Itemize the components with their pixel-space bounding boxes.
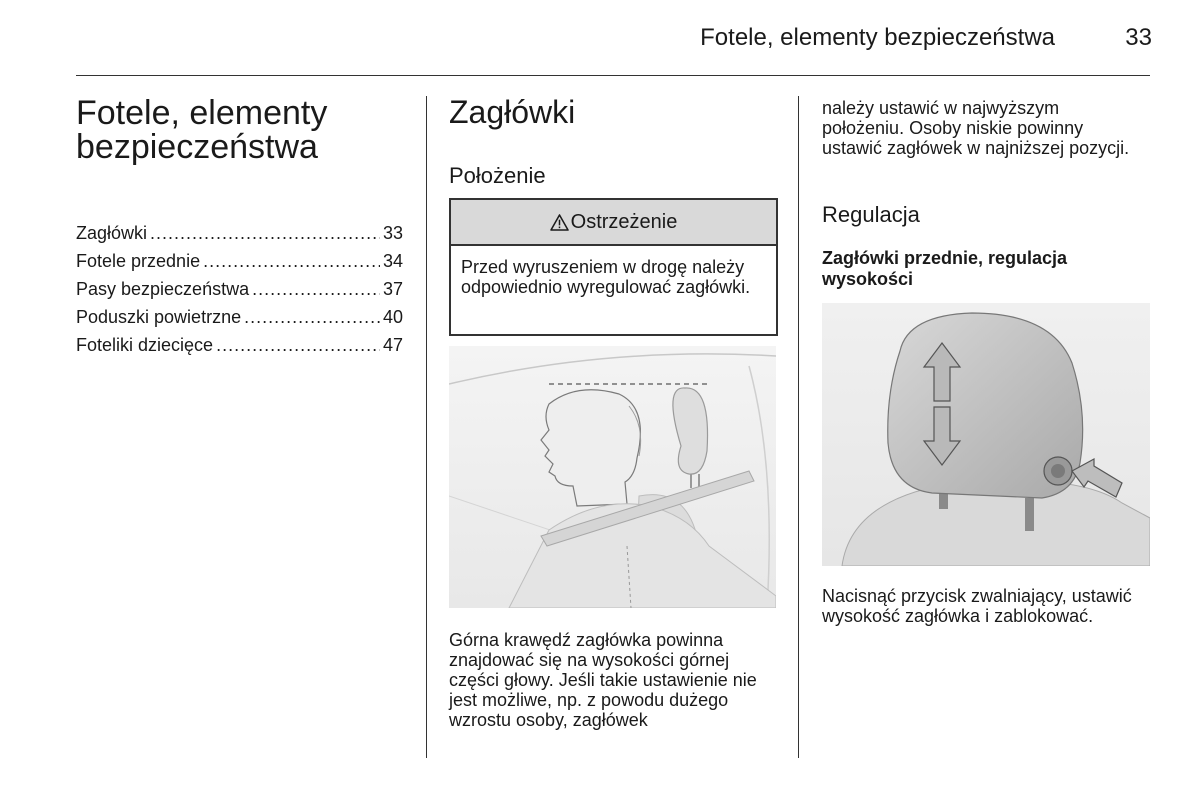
body-paragraph-2: należy ustawić w najwyższym położeniu. Osoby niskie powinny ustawić zagłówek w najniższej pozycji. (822, 98, 1130, 158)
chapter-title-line-1: Fotele, elementy (76, 94, 328, 132)
toc-item[interactable]: Pasy bezpieczeństwa ..... 37 (76, 279, 403, 307)
warning-header (451, 200, 776, 246)
body-paragraph-3: Nacisnąć przycisk zwalniający, ustawić wysokość zagłówka i zablokować. (822, 586, 1132, 626)
toc-item[interactable]: Zagłówki ..... 33 (76, 223, 403, 251)
section-title: Zagłówki (449, 94, 576, 130)
body-paragraph-1: Górna krawędź zagłówka powinna znajdować się na wysokości górnej części głowy. Jeśli takie ustawienie nie jest możliwe, np. z powodu dużego wzrostu osoby, zagłówek (449, 630, 757, 730)
chapter-title (76, 96, 327, 164)
subsection-title: Położenie (449, 163, 546, 188)
toc-item[interactable]: Poduszki powietrzne ..... 40 (76, 307, 403, 335)
warning-triangle-icon (550, 214, 569, 231)
chapter-title-line-2: bezpieczeństwa (76, 128, 318, 166)
warning-text: Przed wyruszeniem w drogę należy odpowiednio wyregulować zagłówki. (461, 257, 751, 297)
regulation-subtitle: Zagłówki przednie, regulacja wysokości (822, 248, 1068, 289)
header-rule (76, 75, 1150, 76)
toc-item[interactable]: Foteliki dziecięce ..... 47 (76, 335, 403, 363)
page-number: 33 (1125, 24, 1152, 51)
column-divider-2 (798, 96, 799, 758)
column-divider-1 (426, 96, 427, 758)
toc-item[interactable]: Fotele przednie ..... 34 (76, 251, 403, 279)
head-restraint-adjustment-illustration (822, 303, 1150, 566)
running-title: Fotele, elementy bezpieczeństwa (700, 24, 1055, 51)
warning-box (449, 198, 778, 336)
warning-title: Ostrzeżenie (570, 210, 678, 233)
table-of-contents (76, 223, 403, 363)
regulation-title: Regulacja (822, 202, 920, 227)
head-restraint-position-illustration (449, 346, 776, 608)
